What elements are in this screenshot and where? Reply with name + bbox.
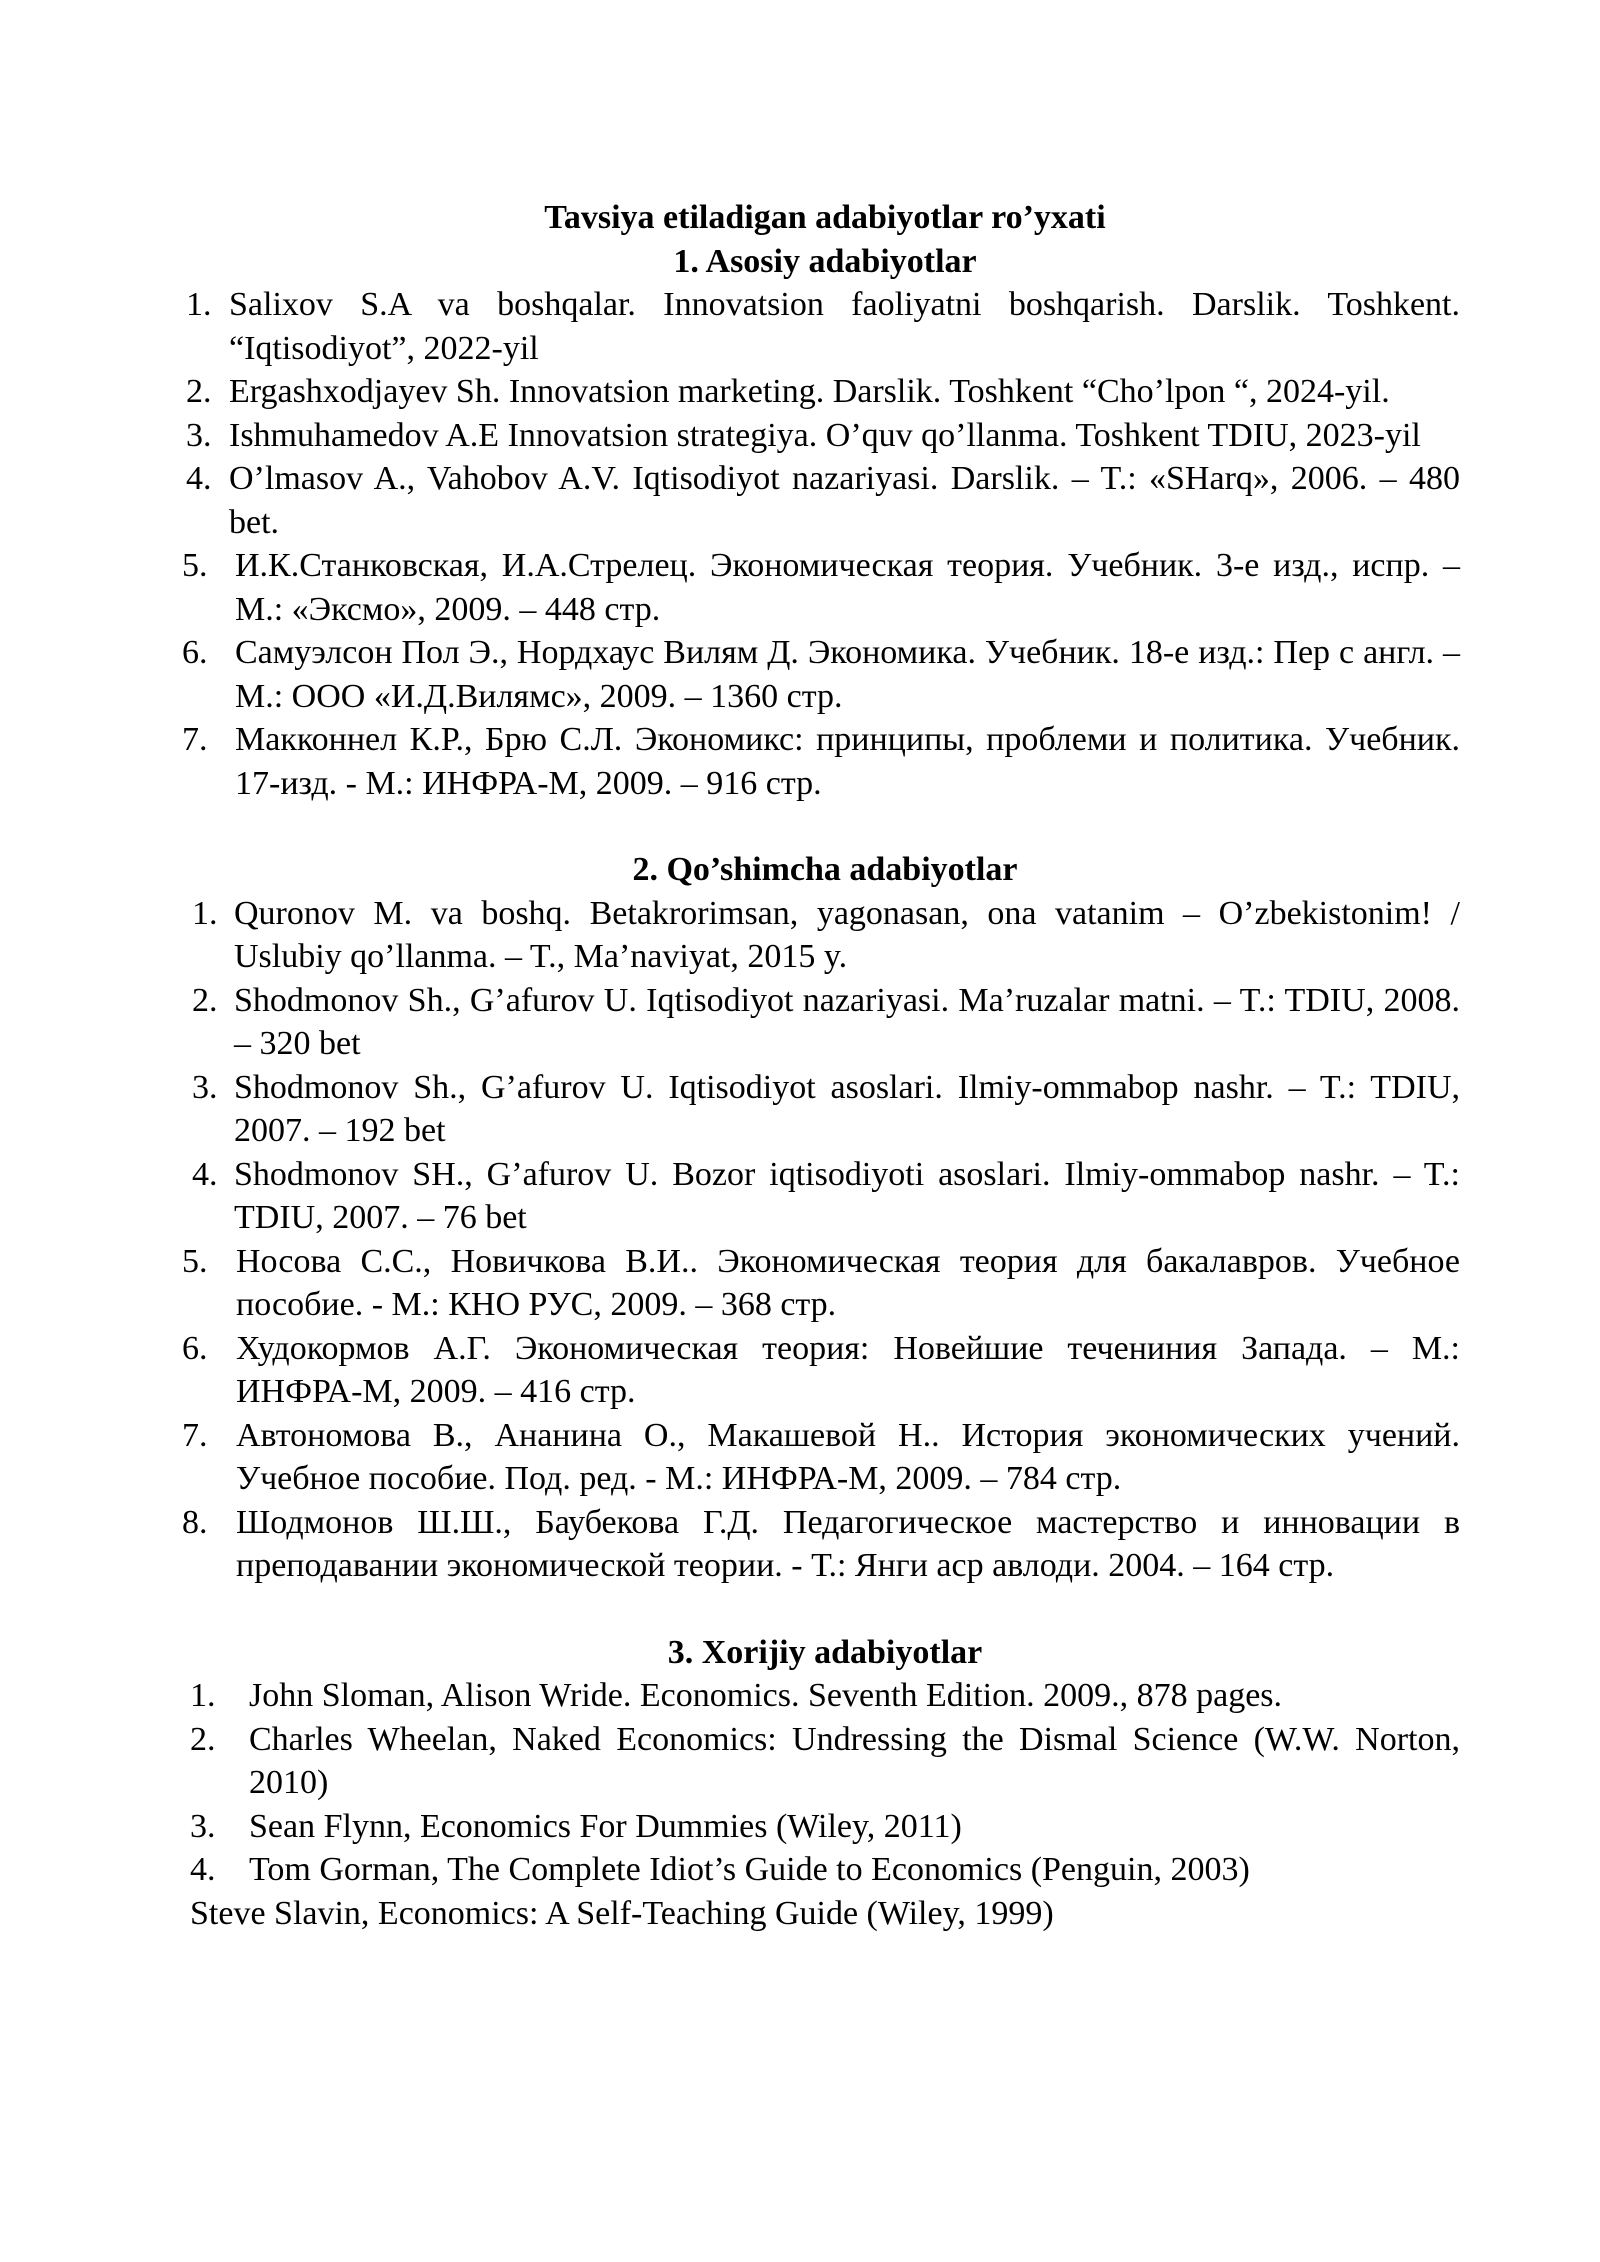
list-item xyxy=(190,1674,1460,1718)
section-heading-xorijiy: 3. Xorijiy adabiyotlar xyxy=(667,1633,983,1671)
section-spacer xyxy=(190,805,1460,848)
item-number: 2. xyxy=(192,981,218,1019)
list-qoshimcha-ru xyxy=(182,1240,1460,1588)
page-title: Tavsiya etiladigan adabiyotlar ro’yxati xyxy=(544,199,1106,236)
item-number: 6. xyxy=(182,1329,208,1367)
list-item xyxy=(186,457,1460,544)
item-text: Макконнел К.Р., Брю С.Л. Экономикс: принципы, проблеми и политика. Учебник. 17-изд. - М.: ИНФРА-М, 2009. – 916 стр. xyxy=(235,721,1460,802)
list-item xyxy=(190,892,1460,979)
list-item xyxy=(186,283,1460,370)
item-text: Quronov M. va boshq. Betakrorimsan, yagonasan, ona vatanim – O’zbekistonim! / Uslubiy qo’llanma. – T., Ma’naviyat, 2015 y. xyxy=(234,894,1460,975)
list-asosiy-ru xyxy=(182,544,1460,805)
item-number: 1. xyxy=(186,286,212,323)
item-number: 5. xyxy=(182,1242,208,1280)
list-item xyxy=(182,1240,1460,1327)
item-text: Tom Gorman, The Complete Idiot’s Guide to Economics (Penguin, 2003) xyxy=(249,1851,1250,1888)
list-item xyxy=(186,414,1460,458)
item-text: Ergashxodjayev Sh. Innovatsion marketing. Darslik. Toshkent “Cho’lpon “, 2024-yil. xyxy=(229,373,1390,410)
list-item xyxy=(182,718,1460,805)
item-text: Самуэлсон Пол Э., Нордхаус Вилям Д. Экономика. Учебник. 18-е изд.: Пер с англ. – М.: ООО «И.Д.Вилямс», 2009. – 1360 стр. xyxy=(235,634,1460,715)
item-number: 3. xyxy=(192,1068,218,1106)
list-item xyxy=(182,544,1460,631)
list-qoshimcha-uz xyxy=(190,892,1460,1240)
list-item xyxy=(190,1153,1460,1240)
item-text: Sean Flynn, Economics For Dummies (Wiley, 2011) xyxy=(249,1807,962,1845)
item-number: 7. xyxy=(182,721,208,758)
item-number: 2. xyxy=(186,373,212,410)
list-item xyxy=(182,1501,1460,1588)
trailing-reference: Steve Slavin, Economics: A Self-Teaching Guide (Wiley, 1999) xyxy=(190,1894,1054,1932)
list-asosiy-uz xyxy=(186,283,1460,544)
list-item xyxy=(182,1414,1460,1501)
item-text: Shodmonov SH., G’afurov U. Bozor iqtisodiyoti asoslari. Ilmiy-ommabop nashr. – T.: TDIU, 2007. – 76 bet xyxy=(234,1155,1460,1236)
section-spacer xyxy=(190,1588,1460,1631)
item-number: 3. xyxy=(186,416,212,454)
section-heading-asosiy: 1. Asosiy adabiyotlar xyxy=(673,242,977,280)
item-text: И.К.Станковская, И.А.Стрелец. Экономическая теория. Учебник. 3-е изд., испр. – М.: «Эксмо», 2009. – 448 стр. xyxy=(235,547,1460,628)
item-text: John Sloman, Alison Wride. Economics. Seventh Edition. 2009., 878 pages. xyxy=(249,1677,1283,1714)
item-text: O’lmasov A., Vahobov A.V. Iqtisodiyot nazariyasi. Darslik. – T.: «SHarq», 2006. – 480 bet. xyxy=(229,460,1460,541)
item-number: 1. xyxy=(192,894,218,932)
section-heading-qoshimcha: 2. Qo’shimcha adabiyotlar xyxy=(632,851,1018,888)
item-text: Шодмонов Ш.Ш., Баубекова Г.Д. Педагогическое мастерство и инновации в преподавании экономической теории. - Т.: Янги аср авлоди. 2004. – 164 стр. xyxy=(236,1503,1460,1584)
list-item xyxy=(190,979,1460,1066)
item-number: 5. xyxy=(182,547,208,584)
item-number: 7. xyxy=(182,1416,208,1454)
item-text: Автономова В., Ананина О., Макашевой Н.. История экономических учений. Учебное пособие. Под. ред. - М.: ИНФРА-М, 2009. – 784 стр. xyxy=(236,1416,1460,1497)
item-number: 1. xyxy=(190,1677,216,1714)
list-item xyxy=(182,1327,1460,1414)
list-item xyxy=(190,1805,1460,1849)
item-text: Shodmonov Sh., G’afurov U. Iqtisodiyot nazariyasi. Ma’ruzalar matni. – T.: TDIU, 2008. – 320 bet xyxy=(234,981,1460,1062)
item-number: 8. xyxy=(182,1503,208,1541)
item-number: 4. xyxy=(186,460,212,497)
item-number: 2. xyxy=(190,1720,216,1758)
item-text: Shodmonov Sh., G’afurov U. Iqtisodiyot asoslari. Ilmiy-ommabop nashr. – T.: TDIU, 2007. – 192 bet xyxy=(234,1068,1460,1149)
item-number: 4. xyxy=(190,1851,216,1888)
item-text: Charles Wheelan, Naked Economics: Undressing the Dismal Science (W.W. Norton, 2010) xyxy=(249,1720,1460,1801)
item-number: 3. xyxy=(190,1807,216,1845)
list-item xyxy=(190,1066,1460,1153)
item-text: Ishmuhamedov A.E Innovatsion strategiya. O’quv qo’llanma. Toshkent TDIU, 2023-yil xyxy=(229,416,1421,454)
item-number: 4. xyxy=(192,1155,218,1193)
document-content xyxy=(182,196,1460,1935)
item-text: Salixov S.A va boshqalar. Innovatsion faoliyatni boshqarish. Darslik. Toshkent. “Iqtisodiyot”, 2022-yil xyxy=(229,286,1460,367)
list-item xyxy=(190,1718,1460,1805)
item-number: 6. xyxy=(182,634,208,671)
list-item xyxy=(182,631,1460,718)
list-item xyxy=(186,370,1460,414)
item-text: Носова С.С., Новичкова В.И.. Экономическая теория для бакалавров. Учебное пособие. - М.: КНО РУС, 2009. – 368 стр. xyxy=(236,1242,1460,1323)
list-item xyxy=(190,1848,1460,1892)
item-text: Худокормов А.Г. Экономическая теория: Новейшие течениния Запада. – М.: ИНФРА-М, 2009. – 416 стр. xyxy=(236,1329,1460,1410)
list-xorijiy xyxy=(190,1674,1460,1892)
